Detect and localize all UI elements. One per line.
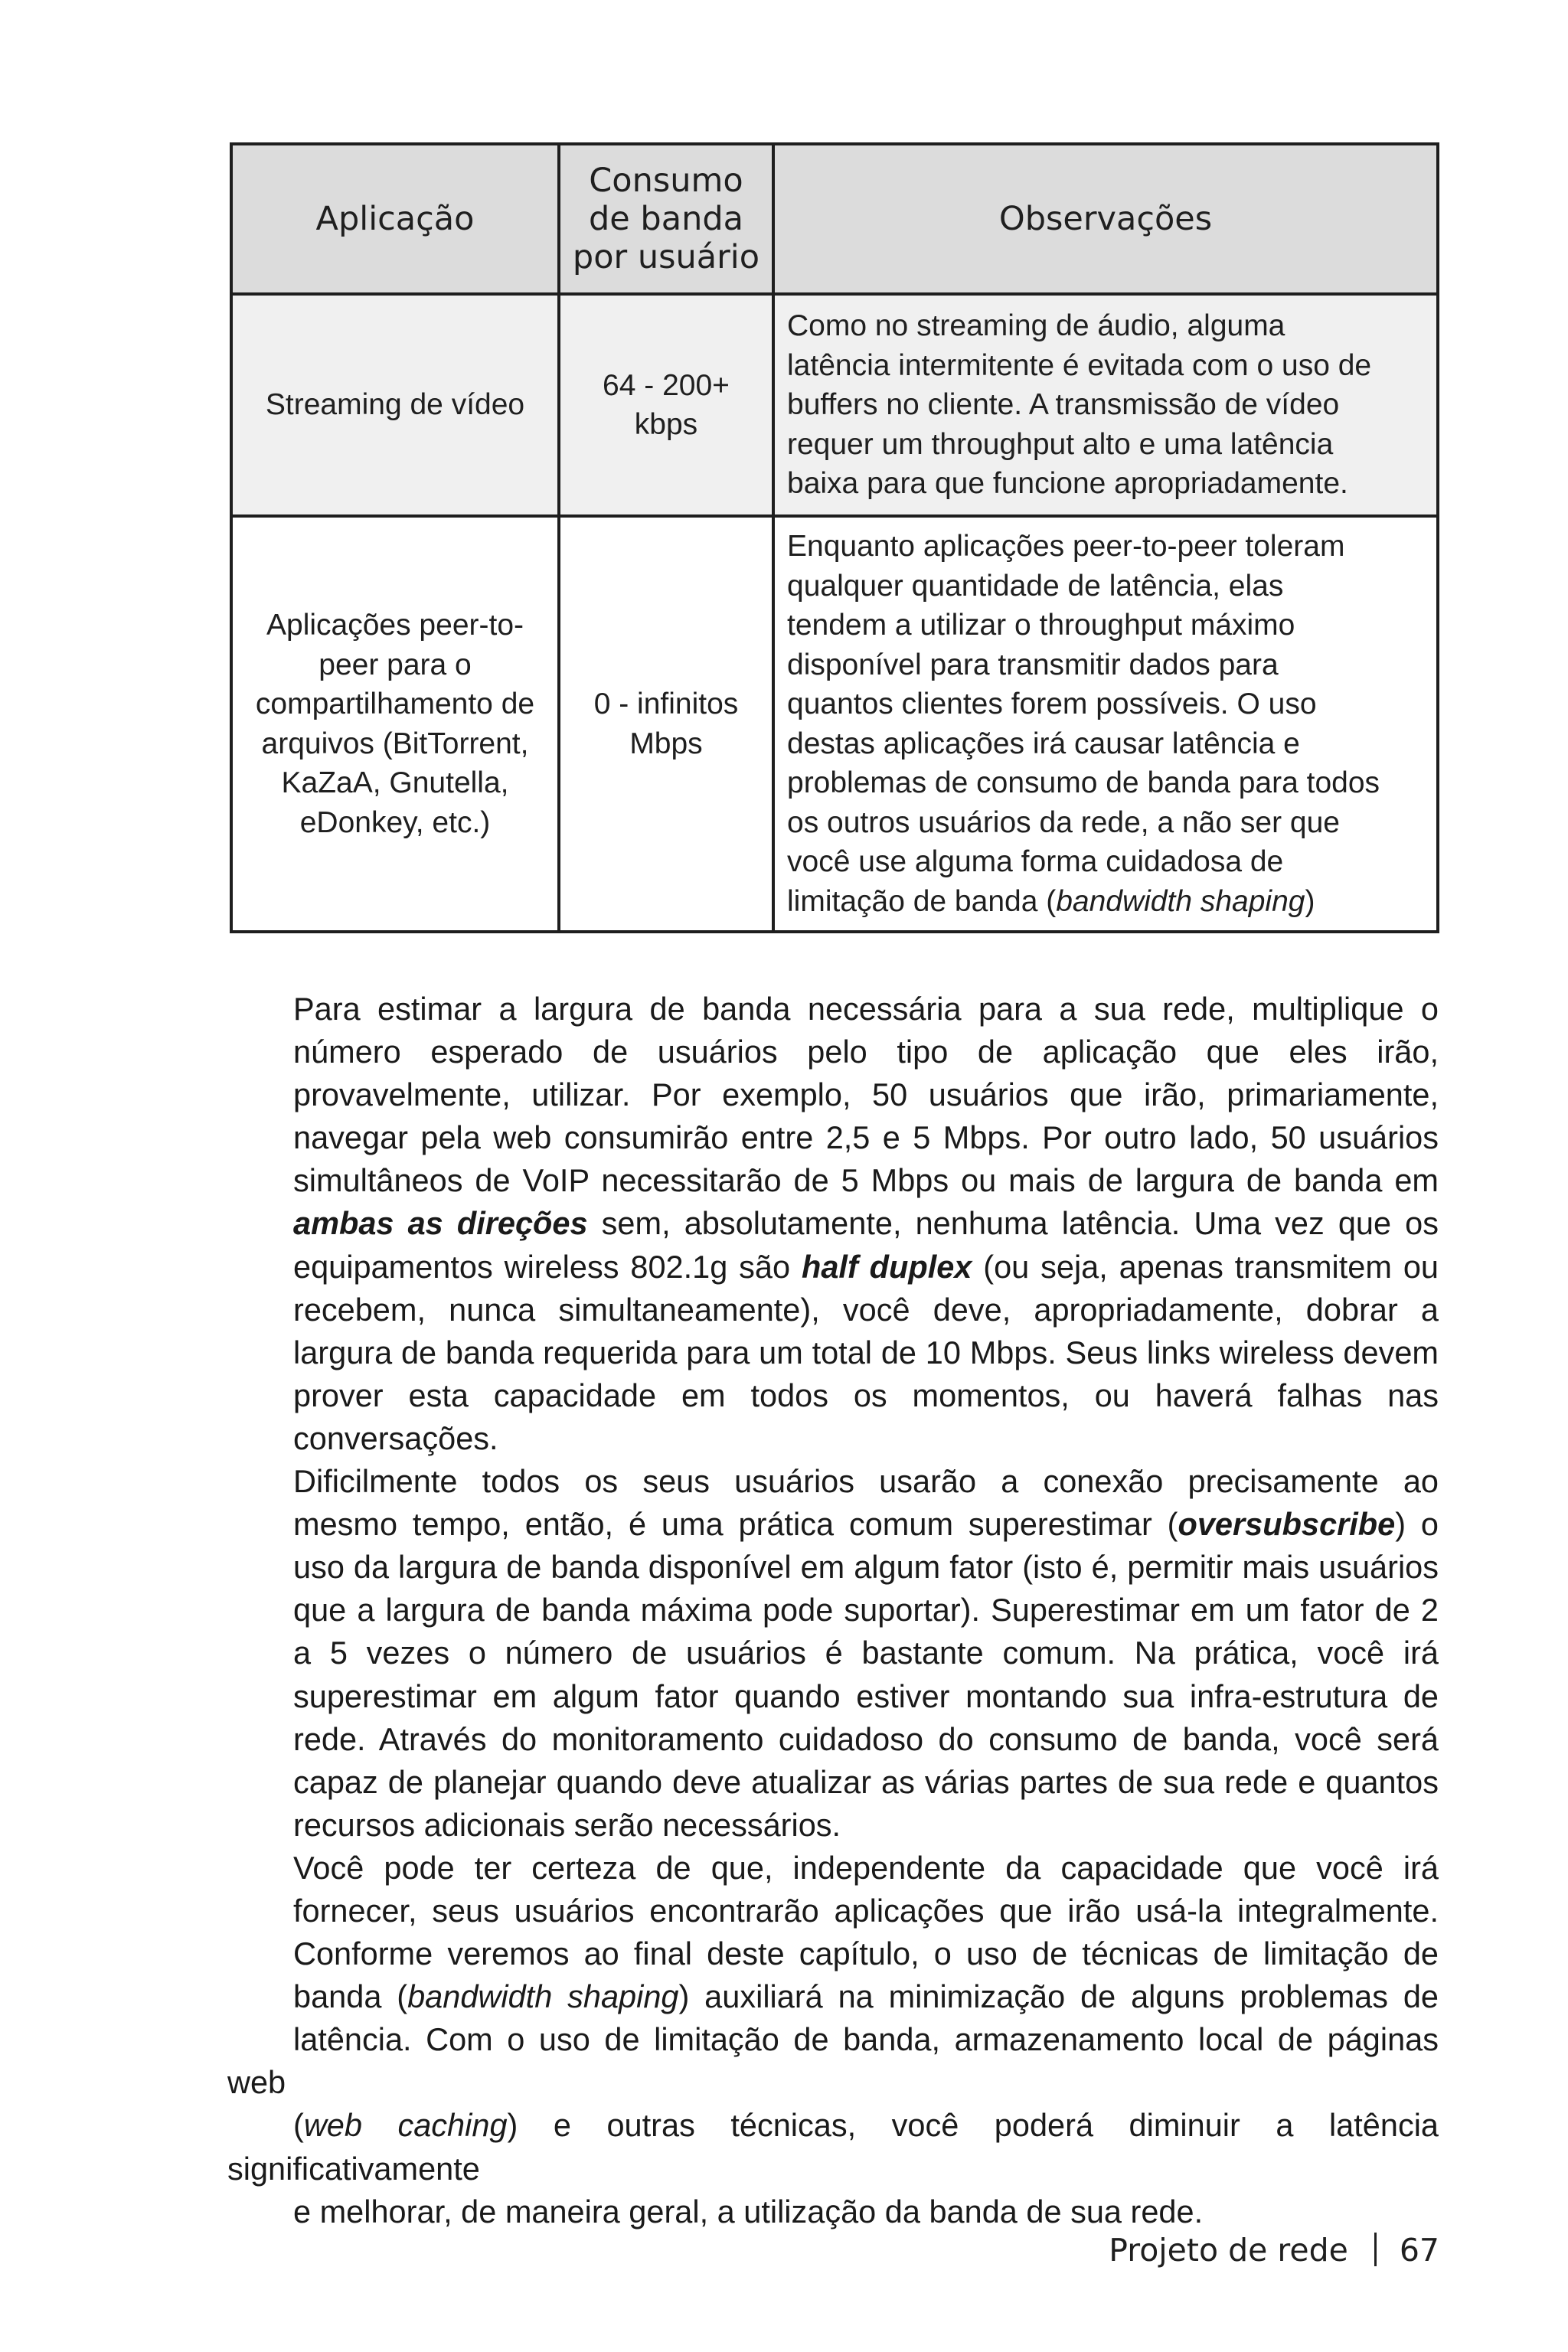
cell-line: destas aplicações irá causar latência e (787, 727, 1300, 760)
text-run: ( (293, 2107, 304, 2144)
cell-line: compartilhamento de (255, 688, 535, 720)
text-run: ) auxiliará na minimização de alguns problemas de (678, 1978, 1439, 2015)
table-row (231, 516, 1438, 932)
text-line: Conforme veremos ao final deste capítulo, o uso de técnicas de limitação de (293, 1936, 1439, 1972)
text-run: sem, absolutamente, nenhuma latência. Uma vez que os (587, 1205, 1439, 1242)
text-line: Para estimar a largura de banda necessária para a sua rede, multiplique o (293, 991, 1439, 1027)
text-line (227, 1246, 1439, 1289)
cell-line: você use alguma forma cuidadosa de (787, 845, 1284, 878)
text-line: recursos adicionais serão necessários. (293, 1806, 841, 1843)
text-line: Dificilmente todos os seus usuários usarão a conexão precisamente ao (293, 1463, 1439, 1500)
text-line: navegar pela web consumirão entre 2,5 e 5 Mbps. Por outro lado, 50 usuários (293, 1119, 1439, 1156)
cell-line: 64 - 200+ (603, 368, 730, 402)
header-observations: Observações (773, 144, 1438, 294)
text-run: equipamentos wireless 802.1g são (293, 1248, 802, 1285)
cell-line: Mbps (629, 727, 703, 760)
cell-bandwidth (559, 294, 773, 516)
cell-application (231, 516, 559, 932)
cell-line: quantos clientes forem possíveis. O uso (787, 688, 1317, 720)
text-line: número esperado de usuários pelo tipo de aplicação que eles irão, (293, 1034, 1439, 1070)
text-line: capaz de planejar quando deve atualizar as várias partes de sua rede e quantos (293, 1763, 1439, 1800)
header-bandwidth-line: por usuário (572, 238, 760, 276)
cell-line: tendem a utilizar o throughput máximo (787, 609, 1295, 642)
text-run: banda ( (293, 1978, 408, 2015)
cell-line: peer para o (318, 648, 472, 681)
cell-line: buffers no cliente. A transmissão de vídeo (787, 388, 1340, 422)
text-line: que a largura de banda máxima pode suportar). Superestimar em um fator de 2 (293, 1592, 1439, 1628)
cell-line: Enquanto aplicações peer-to-peer toleram (787, 530, 1345, 563)
emphasis-term: ambas as direções (293, 1205, 588, 1242)
italic-term: bandwidth shaping (1056, 884, 1305, 918)
text-line (227, 2104, 1439, 2190)
text-run: ) (1305, 884, 1315, 918)
text-line: rede. Através do monitoramento cuidadoso do consumo de banda, você será (293, 1720, 1439, 1757)
cell-line: os outros usuários da rede, a não ser que (787, 805, 1340, 839)
italic-term: bandwidth shaping (407, 1978, 679, 2015)
cell-application (231, 294, 559, 516)
page-footer (1109, 2231, 1439, 2269)
text-line: simultâneos de VoIP necessitarão de 5 Mbps ou mais de largura de banda em (293, 1162, 1439, 1199)
cell-line: problemas de consumo de banda para todos (787, 766, 1380, 799)
text-line: provavelmente, utilizar. Por exemplo, 50 usuários que irão, primariamente, (293, 1076, 1439, 1113)
running-title: Projeto de rede (1109, 2232, 1348, 2269)
cell-line (787, 882, 1427, 922)
text-line (227, 1202, 1439, 1245)
emphasis-term: oversubscribe (1178, 1506, 1396, 1543)
bandwidth-table (230, 142, 1439, 933)
text-line (227, 1503, 1439, 1546)
text-run: ) e outras técnicas, você poderá diminuir a latência significativamente (227, 2107, 1439, 2187)
header-bandwidth-line: Consumo (589, 162, 743, 200)
cell-observations (773, 294, 1438, 516)
header-bandwidth-line: de banda (589, 200, 743, 238)
text-run: limitação de banda ( (787, 884, 1057, 918)
cell-line: kbps (634, 408, 698, 441)
footer-divider (1374, 2233, 1377, 2266)
cell-line: Streaming de vídeo (265, 388, 525, 422)
cell-line: eDonkey, etc.) (299, 805, 491, 839)
table-row (231, 294, 1438, 516)
italic-term: web caching (303, 2107, 508, 2144)
paragraph (227, 1460, 1439, 1847)
text-line: Você pode ter certeza de que, independente da capacidade que você irá (293, 1849, 1439, 1886)
cell-line: baixa para que funcione apropriadamente. (787, 467, 1348, 501)
cell-line: arquivos (BitTorrent, (261, 727, 529, 760)
text-line: uso da largura de banda disponível em algum fator (isto é, permitir mais usuários (293, 1549, 1439, 1586)
page-number: 67 (1399, 2232, 1439, 2269)
cell-bandwidth (559, 516, 773, 932)
text-line: latência. Com o uso de limitação de banda, armazenamento local de páginas web (227, 2021, 1439, 2101)
text-run: (ou seja, apenas transmitem ou (972, 1248, 1439, 1285)
text-line: a 5 vezes o número de usuários é bastante comum. Na prática, você irá (293, 1635, 1439, 1671)
text-run: mesmo tempo, então, é uma prática comum superestimar ( (293, 1506, 1178, 1543)
paragraph (227, 988, 1439, 1460)
text-line: recebem, nunca simultaneamente), você deve, apropriadamente, dobrar a (293, 1291, 1439, 1328)
text-run: ) o (1395, 1506, 1439, 1543)
text-line (227, 1975, 1439, 2018)
text-line: superestimar em algum fator quando estiver montando sua infra-estrutura de (293, 1677, 1439, 1714)
text-line: e melhorar, de maneira geral, a utilização da banda de sua rede. (293, 2193, 1204, 2230)
cell-line: qualquer quantidade de latência, elas (787, 569, 1284, 603)
paragraph (227, 1847, 1439, 2233)
text-line: fornecer, seus usuários encontrarão aplicações que irão usá-la integralmente. (293, 1892, 1439, 1929)
cell-line: disponível para transmitir dados para (787, 648, 1279, 681)
cell-line: Aplicações peer-to- (266, 609, 524, 642)
cell-line: Como no streaming de áudio, alguma (787, 309, 1285, 343)
cell-line: KaZaA, Gnutella, (281, 766, 509, 799)
cell-observations (773, 516, 1438, 932)
cell-line: requer um throughput alto e uma latência (787, 427, 1334, 461)
header-bandwidth (559, 144, 773, 294)
table-header-row (231, 144, 1438, 294)
text-line: conversações. (293, 1419, 498, 1456)
text-line: prover esta capacidade em todos os momentos, ou haverá falhas nas (293, 1377, 1439, 1413)
cell-line: 0 - infinitos (593, 688, 739, 720)
emphasis-term: half duplex (801, 1248, 972, 1285)
cell-line: latência intermitente é evitada com o uso de (787, 348, 1372, 382)
text-line: largura de banda requerida para um total de 10 Mbps. Seus links wireless devem (293, 1334, 1439, 1370)
header-application: Aplicação (231, 144, 559, 294)
body-text (227, 988, 1439, 2233)
